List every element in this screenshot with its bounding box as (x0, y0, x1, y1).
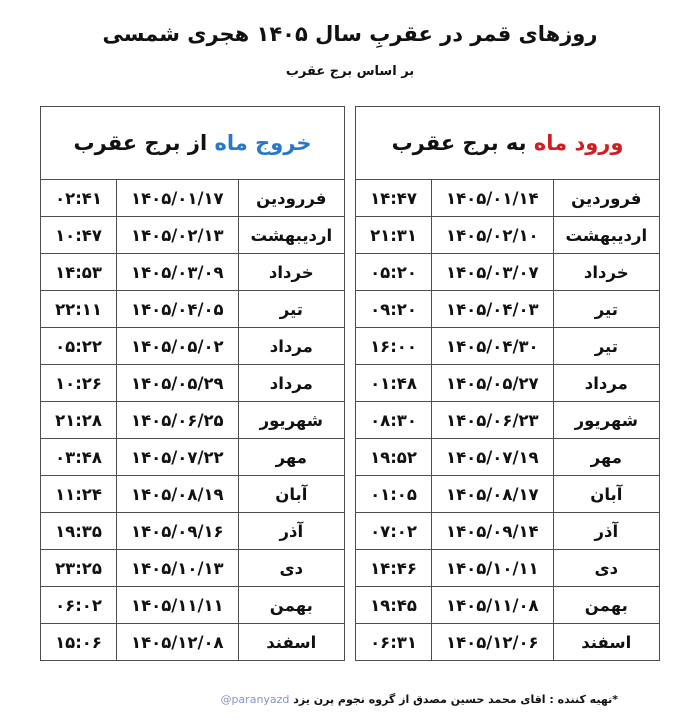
time-cell: ۰۳:۴۸ (41, 439, 117, 476)
date-cell: ۱۴۰۵/۱۱/۰۸ (432, 587, 554, 624)
table-row (41, 180, 345, 217)
table-row (41, 550, 345, 587)
time-cell: ۲۱:۲۸ (41, 402, 117, 439)
time-cell: ۰۶:۰۲ (41, 587, 117, 624)
table-row (41, 365, 345, 402)
month-cell: اردیبهشت (238, 217, 344, 254)
date-cell: ۱۴۰۵/۰۸/۱۹ (117, 476, 239, 513)
time-cell: ۱۱:۲۴ (41, 476, 117, 513)
time-cell: ۱۴:۴۷ (356, 180, 432, 217)
table-row (356, 624, 660, 661)
time-cell: ۱۹:۵۲ (356, 439, 432, 476)
table-row (356, 328, 660, 365)
table-row (356, 217, 660, 254)
month-cell: شهریور (238, 402, 344, 439)
month-cell: خرداد (553, 254, 659, 291)
month-cell: مرداد (238, 365, 344, 402)
date-cell: ۱۴۰۵/۱۰/۱۱ (432, 550, 554, 587)
date-cell: ۱۴۰۵/۰۷/۱۹ (432, 439, 554, 476)
time-cell: ۱۶:۰۰ (356, 328, 432, 365)
moon-exit-title-accent: خروج ماه (214, 131, 312, 155)
telegram-handle-link[interactable]: @paranyazd (220, 693, 290, 706)
date-cell: ۱۴۰۵/۰۵/۲۹ (117, 365, 239, 402)
month-cell: آبان (238, 476, 344, 513)
date-cell: ۱۴۰۵/۱۲/۰۶ (432, 624, 554, 661)
table-header-row (41, 107, 345, 180)
month-cell: تیر (238, 291, 344, 328)
month-cell: مهر (553, 439, 659, 476)
table-row (356, 291, 660, 328)
table-row (41, 402, 345, 439)
month-cell: تیر (553, 328, 659, 365)
month-cell: فررودین (238, 180, 344, 217)
table-row (41, 587, 345, 624)
table-row (356, 365, 660, 402)
time-cell: ۱۹:۴۵ (356, 587, 432, 624)
table-row (356, 254, 660, 291)
table-row (356, 476, 660, 513)
month-cell: آبان (553, 476, 659, 513)
time-cell: ۱۹:۳۵ (41, 513, 117, 550)
month-cell: تیر (553, 291, 659, 328)
month-cell: مرداد (553, 365, 659, 402)
time-cell: ۰۵:۲۰ (356, 254, 432, 291)
table-row (41, 328, 345, 365)
month-cell: اسفند (553, 624, 659, 661)
date-cell: ۱۴۰۵/۱۱/۱۱ (117, 587, 239, 624)
month-cell: بهمن (553, 587, 659, 624)
time-cell: ۲۱:۳۱ (356, 217, 432, 254)
month-cell: بهمن (238, 587, 344, 624)
table-row (41, 291, 345, 328)
month-cell: دی (553, 550, 659, 587)
month-cell: مرداد (238, 328, 344, 365)
month-cell: مهر (238, 439, 344, 476)
table-row (356, 587, 660, 624)
time-cell: ۱۰:۲۶ (41, 365, 117, 402)
date-cell: ۱۴۰۵/۰۴/۳۰ (432, 328, 554, 365)
date-cell: ۱۴۰۵/۰۳/۰۹ (117, 254, 239, 291)
table-row (41, 476, 345, 513)
moon-entry-title-accent: ورود ماه (533, 131, 624, 155)
page-title: روزهای قمر در عقربِ سال ۱۴۰۵ هجری شمسی (102, 22, 598, 46)
month-cell: دی (238, 550, 344, 587)
table-row (41, 217, 345, 254)
month-cell: اسفند (238, 624, 344, 661)
table-row (356, 439, 660, 476)
date-cell: ۱۴۰۵/۰۵/۲۷ (432, 365, 554, 402)
table-row (41, 513, 345, 550)
date-cell: ۱۴۰۵/۰۴/۰۵ (117, 291, 239, 328)
time-cell: ۰۹:۲۰ (356, 291, 432, 328)
page-subtitle: بر اساس برج عقرب (285, 64, 415, 79)
date-cell: ۱۴۰۵/۰۶/۲۵ (117, 402, 239, 439)
date-cell: ۱۴۰۵/۰۳/۰۷ (432, 254, 554, 291)
table-row (41, 439, 345, 476)
date-cell: ۱۴۰۵/۰۵/۰۲ (117, 328, 239, 365)
date-cell: ۱۴۰۵/۰۸/۱۷ (432, 476, 554, 513)
time-cell: ۰۵:۲۲ (41, 328, 117, 365)
credit-text: *تهیه کننده : اقای محمد حسین مصدق از گروه نجوم پرن یزد (293, 693, 618, 706)
table-row (356, 550, 660, 587)
time-cell: ۰۲:۴۱ (41, 180, 117, 217)
table-row (356, 402, 660, 439)
time-cell: ۱۰:۴۷ (41, 217, 117, 254)
time-cell: ۱۴:۵۳ (41, 254, 117, 291)
moon-entry-table (355, 106, 660, 661)
tables-container (0, 106, 700, 661)
moon-entry-title-rest: به برج عقرب (391, 131, 534, 155)
date-cell: ۱۴۰۵/۰۴/۰۳ (432, 291, 554, 328)
table-row (356, 513, 660, 550)
table-row (356, 180, 660, 217)
time-cell: ۲۲:۱۱ (41, 291, 117, 328)
credit-footer (220, 692, 618, 708)
month-cell: آذر (553, 513, 659, 550)
date-cell: ۱۴۰۵/۰۱/۱۷ (117, 180, 239, 217)
time-cell: ۰۱:۴۸ (356, 365, 432, 402)
month-cell: آذر (238, 513, 344, 550)
date-cell: ۱۴۰۵/۰۶/۲۳ (432, 402, 554, 439)
month-cell: شهریور (553, 402, 659, 439)
date-cell: ۱۴۰۵/۰۲/۱۳ (117, 217, 239, 254)
table-row (41, 624, 345, 661)
date-cell: ۱۴۰۵/۰۱/۱۴ (432, 180, 554, 217)
date-cell: ۱۴۰۵/۰۷/۲۲ (117, 439, 239, 476)
month-cell: فروردین (553, 180, 659, 217)
date-cell: ۱۴۰۵/۰۹/۱۴ (432, 513, 554, 550)
time-cell: ۱۴:۴۶ (356, 550, 432, 587)
time-cell: ۱۵:۰۶ (41, 624, 117, 661)
moon-exit-table-title (41, 107, 345, 180)
month-cell: اردیبهشت (553, 217, 659, 254)
time-cell: ۰۱:۰۵ (356, 476, 432, 513)
table-header-row (356, 107, 660, 180)
time-cell: ۰۸:۳۰ (356, 402, 432, 439)
moon-entry-table-title (356, 107, 660, 180)
moon-exit-table (40, 106, 345, 661)
moon-exit-title-rest: از برج عقرب (73, 131, 215, 155)
time-cell: ۰۶:۳۱ (356, 624, 432, 661)
month-cell: خرداد (238, 254, 344, 291)
date-cell: ۱۴۰۵/۱۰/۱۳ (117, 550, 239, 587)
date-cell: ۱۴۰۵/۰۲/۱۰ (432, 217, 554, 254)
time-cell: ۲۳:۲۵ (41, 550, 117, 587)
table-row (41, 254, 345, 291)
date-cell: ۱۴۰۵/۱۲/۰۸ (117, 624, 239, 661)
time-cell: ۰۷:۰۲ (356, 513, 432, 550)
date-cell: ۱۴۰۵/۰۹/۱۶ (117, 513, 239, 550)
